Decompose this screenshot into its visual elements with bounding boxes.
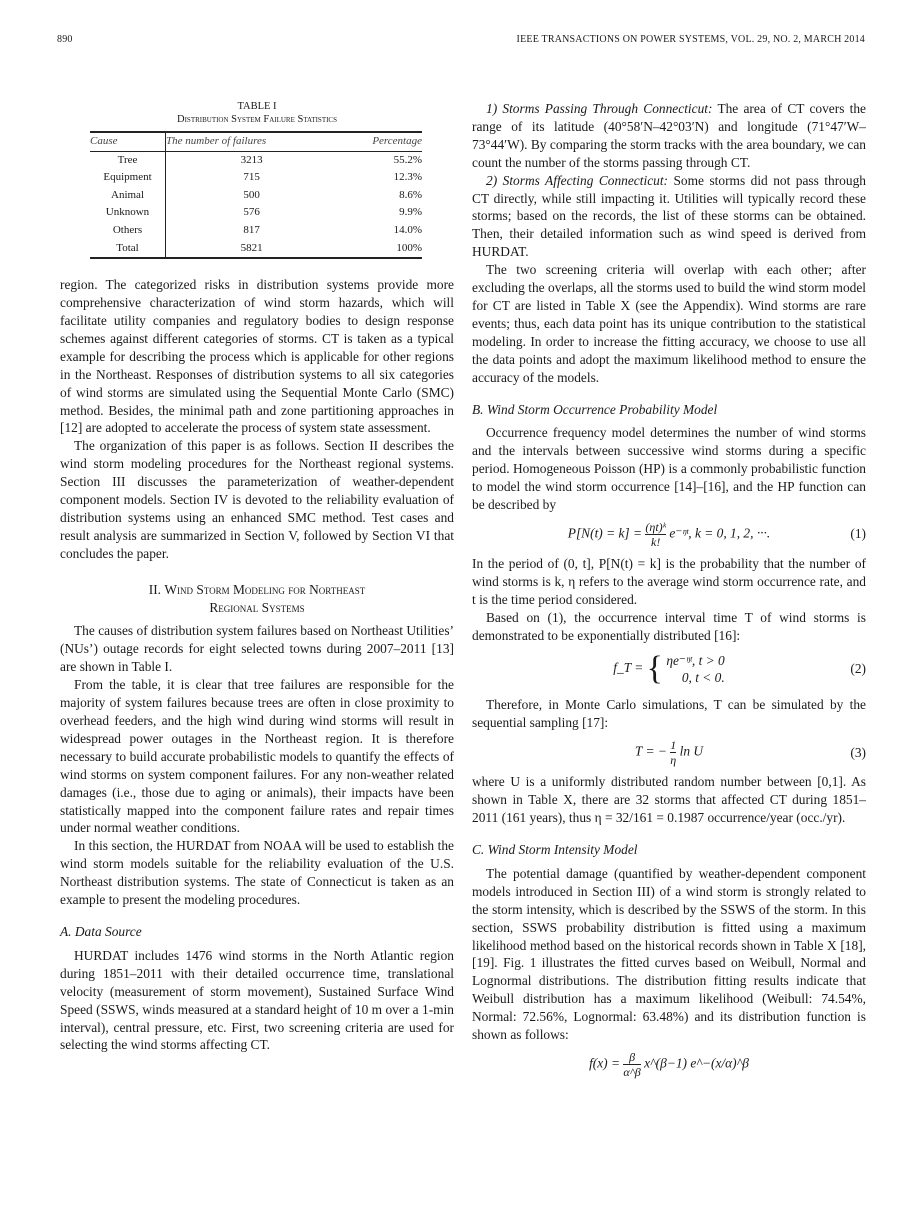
equation-4 [472, 1050, 866, 1079]
table-cell: 55.2% [393, 153, 422, 166]
table-header: Cause [90, 132, 166, 151]
paragraph: Occurrence frequency model determines the number of wind storms and the intervals between successive wind storms during a specific period. Homogeneous Poisson (HP) is a commonly probabilistic function to model the wind storm occurrence [14]–[16], and the HP function can be described by [472, 425, 866, 513]
table-cell: Animal [90, 187, 166, 205]
paragraph: The causes of distribution system failures based on Northeast Utilities’ (NUs’) outage records for eight selected towns during 2007–2011 [13] are shown in Table I. [60, 623, 454, 675]
table-cell: 8.6% [399, 188, 422, 201]
eq-numerator: β [623, 1050, 640, 1065]
table-cell: Unknown [90, 204, 166, 222]
paragraph-text: The area of CT covers the range of its latitude (40°58′N–42°03′N) and longitude (71°47′W–73°44′W). By comparing the storm tracks with the area boundary, we can count the number of the storms passing through CT. [472, 101, 866, 170]
eq-rhs: ln U [679, 743, 704, 759]
equation-3 [472, 738, 866, 767]
table-cell: 9.9% [399, 206, 422, 219]
table-header: Percentage [337, 132, 422, 151]
eq-numerator: 1 [670, 738, 677, 753]
table-row [90, 204, 422, 222]
section-heading [60, 581, 454, 617]
left-column [60, 100, 454, 1054]
paragraph [472, 100, 866, 172]
eq-fraction [670, 738, 676, 767]
running-header: IEEE TRANSACTIONS ON POWER SYSTEMS, VOL. 29, NO. 2, MARCH 2014 [516, 34, 865, 45]
table-cell: Tree [90, 151, 166, 169]
table-cell: Equipment [90, 169, 166, 187]
paragraph-heading: 2) Storms Affecting Connecticut: [486, 172, 669, 188]
table-cell: 817 [243, 223, 260, 236]
table-cell: 12.3% [393, 171, 422, 184]
subsection-heading: A. Data Source [60, 923, 142, 939]
page-number: 890 [57, 34, 73, 45]
table-cell: 100% [337, 240, 422, 259]
paragraph: where U is a uniformly distributed random number between [0,1]. As shown in Table X, there are 32 storms that affected CT during 1851–2011 (161 years), thus η = 32/161 = 0.1987 occurrence/year (occ./yr). [472, 774, 866, 826]
table-title: Distribution System Failure Statistics [177, 114, 337, 125]
paragraph: Therefore, in Monte Carlo simulations, T can be simulated by the sequential sampling [17]: [472, 697, 866, 731]
table-cell: 500 [243, 188, 260, 201]
section-title: Wind Storm Modeling for Northeast [164, 581, 366, 597]
table-header: The number of failures [166, 132, 338, 151]
paragraph-text: Some storms did not pass through CT directly, while still impacting it. Utilities will typically record these storms; based on the records, the list of these storms can be obtained. Then, their detailed information such as wind speed is derived from HURDAT. [472, 172, 866, 260]
brace: { [646, 650, 663, 688]
equation-2 [472, 652, 866, 686]
section-title: Regional Systems [209, 599, 305, 615]
eq-denominator: η [670, 753, 677, 768]
table-row [90, 151, 422, 169]
eq-lhs: f(x) = [589, 1055, 621, 1071]
eq-rhs: e⁻ᵑᵗ, k = 0, 1, 2, ···. [669, 525, 771, 541]
table-cell: Others [90, 222, 166, 240]
paragraph [472, 172, 866, 262]
table-row [90, 187, 422, 205]
eq-fraction [623, 1050, 640, 1079]
paragraph: In this section, the HURDAT from NOAA will be used to establish the wind storm models suitable for the reliability evaluation of the U.S. Northeast distribution systems. The state of Connecticut is taken as an example to present the modeling procedures. [60, 838, 454, 908]
table-label: TABLE I [237, 101, 277, 112]
right-column [472, 100, 866, 1085]
table-cell: 715 [243, 171, 260, 184]
table-cell: 5821 [166, 240, 338, 259]
paragraph: Based on (1), the occurrence interval time T of wind storms is demonstrated to be exponentially distributed [16]: [472, 609, 866, 643]
paragraph: From the table, it is clear that tree failures are responsible for the majority of system failures because trees are often in close proximity to overhead feeders, and the high wind during wind storms will result in widespread power outages in the Northeast region. It is therefore necessary to build accurate probabilistic models to quantify the effects of wind storms on system component failures. For any non-weather related damages (i.e., those due to aging or animals), their impacts have been statistically mapped into the component failure rates and repair times under normal weather conditions. [60, 677, 454, 836]
paragraph: The potential damage (quantified by weather-dependent component models introduced in Section III) of a wind storm is strongly related to the storm intensity, which is described by the SSWS of the storm. In this section, SSWS probability distribution is fitted using a maximum likelihood method based on the historical records shown in Table X [18], [19]. Fig. 1 illustrates the fitted curves based on Weibull, Normal and Lognormal distributions. The distribution fitting results indicate that Weibull distribution has a maximum likelihood (Weibull: 74.54%, Normal: 72.56%, Lognormal: 63.48%) and its distribution function is shown as follows: [472, 865, 866, 1043]
eq-denominator: α^β [623, 1064, 641, 1079]
eq-denominator: k! [651, 534, 661, 549]
equation-number: (3) [850, 744, 866, 760]
subsection-heading: B. Wind Storm Occurrence Probability Model [472, 401, 718, 417]
section-number: II. [148, 581, 162, 597]
table-row [90, 169, 422, 187]
eq-lhs: f_T = [613, 660, 644, 676]
paragraph: In the period of (0, t], P[N(t) = k] is the probability that the number of wind storms is k, η refers to the average wind storm occurrence rate, and t is the time period considered. [472, 555, 866, 607]
paragraph-heading: 1) Storms Passing Through Connecticut: [486, 101, 713, 116]
equation-1 [472, 520, 866, 549]
paragraph: The organization of this paper is as follows. Section II describes the wind storm modeling procedures for the Northeast regional systems. Section III discusses the parameterization of weather-dependent component models. Section IV is devoted to the reliability evaluation of distribution systems using an enhanced SMC method. Test cases and result analysis are summarized in Section V, followed by Section VI that concludes the paper. [60, 438, 454, 561]
failure-statistics-table [90, 131, 422, 259]
eq-lhs: T = − [634, 743, 667, 759]
table-cell: 14.0% [393, 223, 422, 236]
eq-lhs: P[N(t) = k] = [567, 525, 643, 541]
subsection-heading: C. Wind Storm Intensity Model [472, 842, 638, 857]
equation-number: (2) [850, 661, 866, 677]
eq-rhs: x^(β−1) e^−(x/α)^β [644, 1055, 749, 1071]
table-cell: Total [90, 240, 166, 259]
table-cell: 3213 [240, 153, 263, 166]
eq-cases [666, 652, 724, 686]
table-row [90, 222, 422, 240]
eq-fraction [645, 520, 666, 549]
eq-numerator: (ηt)ᵏ [645, 519, 667, 534]
paragraph: region. The categorized risks in distribution systems provide more comprehensive characterization of wind storm hazards, which will facilitate utility companies and regulatory bodies to design response schemes against different categories of storms. CT is taken as a typical example for describing the process which is applicable for other regions in the Northeast. Responses of distribution systems to all six categories of wind storms are simulated using the Sequential Monte Carlo (SMC) method. Besides, the minimal path and zone partitioning approaches in [12] are adopted to accelerate the process of system state assessment. [60, 277, 454, 436]
paragraph: The two screening criteria will overlap with each other; after excluding the overlaps, all the storms used to build the wind storm model for CT are listed in Table X (see the Appendix). Wind storms are rare events; thus, each data point has its unique contribution to the statistical modeling. In order to increase the fitting accuracy, we choose to use all the data points and adopt the maximum likelihood method to ensure the accuracy of the models. [472, 262, 866, 385]
table-cell: 576 [243, 206, 260, 219]
eq-case: ηe⁻ᵑᵗ, t > 0 [666, 653, 725, 669]
paragraph: HURDAT includes 1476 wind storms in the North Atlantic region during 1851–2011 with their detailed occurrence time, translational velocity (measurement of storm movement), Sustained Surface Wind Speed (SSWS, winds measured at a standard height of 10 m over a 1-min interval), central pressure, etc. First, two screening criteria are used for selecting the wind storms affecting CT. [60, 947, 454, 1053]
table-row [90, 240, 422, 259]
equation-number: (1) [850, 526, 866, 542]
eq-case: 0, t < 0. [681, 670, 725, 686]
